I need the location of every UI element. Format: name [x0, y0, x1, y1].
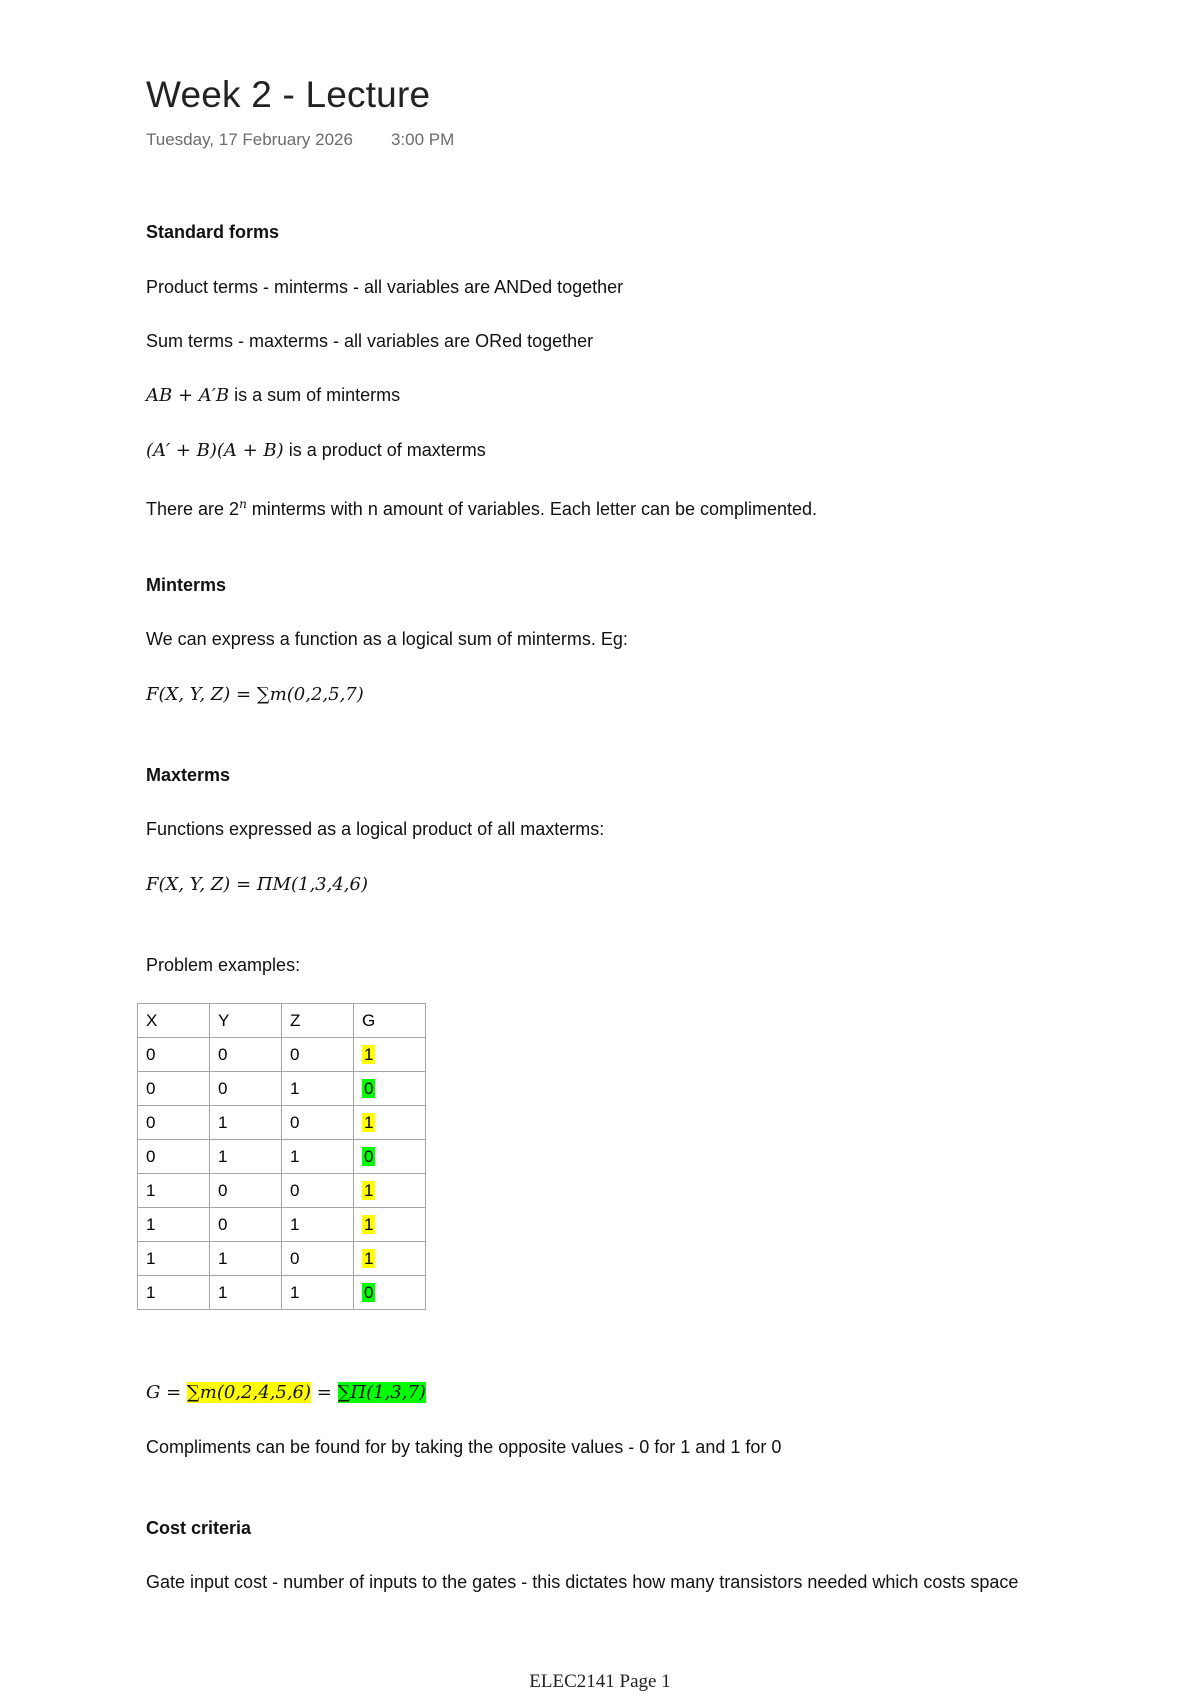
g-value: 0: [364, 1282, 374, 1302]
expr-product-of-maxterms: (A′ + B)(A + B): [146, 440, 284, 461]
page-datetime: [146, 130, 454, 150]
table-row: [138, 1140, 426, 1174]
table-cell: 0: [282, 1174, 354, 1208]
table-cell: 0: [210, 1208, 282, 1242]
table-cell: 0: [210, 1072, 282, 1106]
expr-sum-of-minterms: AB + A′B: [146, 385, 230, 406]
equation-maxterms: F(X, Y, Z) = ΠM(1,3,4,6): [146, 874, 368, 895]
g-value: 1: [364, 1044, 374, 1064]
line-product-of-maxterms: [146, 437, 486, 464]
g-sum-of-minterms: ∑m(0,2,4,5,6): [186, 1382, 312, 1403]
table-header-cell: Z: [282, 1004, 354, 1038]
table-cell: 0: [138, 1072, 210, 1106]
table-row: [138, 1106, 426, 1140]
table-cell: [354, 1106, 426, 1140]
g-value: 1: [364, 1214, 374, 1234]
text-product-of-maxterms: is a product of maxterms: [283, 440, 486, 460]
table-cell: 0: [210, 1038, 282, 1072]
g-value: 1: [364, 1112, 374, 1132]
truth-table: [137, 1003, 426, 1310]
table-cell: 0: [282, 1242, 354, 1276]
table-cell: [354, 1072, 426, 1106]
table-cell: 1: [282, 1140, 354, 1174]
table-cell: 0: [138, 1038, 210, 1072]
table-cell: [354, 1038, 426, 1072]
table-cell: 0: [282, 1106, 354, 1140]
minterm-sum: ∑m(0,2,5,7): [256, 684, 364, 705]
line-sum-of-minterms: [146, 382, 400, 409]
table-cell: [354, 1140, 426, 1174]
text-minterm-count: There are 2$^n$ minterms with n amount of variables. Each letter can be complimented.: [146, 497, 818, 519]
table-header-cell: G: [354, 1004, 426, 1038]
heading-cost-criteria: Cost criteria: [146, 1518, 252, 1538]
table-cell: [354, 1208, 426, 1242]
table-header-row: [138, 1004, 426, 1038]
table-cell: [354, 1276, 426, 1310]
g-value: 1: [364, 1248, 374, 1268]
g-product-of-maxterms: ∑Π(1,3,7): [337, 1382, 426, 1403]
text-problem-examples: Problem examples:: [146, 955, 301, 975]
text-maxterms: Functions expressed as a logical product of all maxterms:: [146, 819, 605, 839]
text-compliments: Compliments can be found for by taking the opposite values - 0 for 1 and 1 for 0: [146, 1437, 782, 1457]
text-sum-terms: Sum terms - maxterms - all variables are ORed together: [146, 331, 594, 351]
text-minterms: We can express a function as a logical sum of minterms. Eg:: [146, 629, 628, 649]
page-footer: ELEC2141 Page 1: [529, 1671, 671, 1692]
heading-minterms: Minterms: [146, 575, 227, 595]
table-row: [138, 1208, 426, 1242]
table-cell: 0: [210, 1174, 282, 1208]
table-cell: 0: [282, 1038, 354, 1072]
heading-standard-forms: Standard forms: [146, 222, 280, 242]
table-header-cell: X: [138, 1004, 210, 1038]
equation-g: G = ∑m(0,2,4,5,6) = ∑Π(1,3,7): [146, 1382, 426, 1403]
heading-maxterms: Maxterms: [146, 765, 231, 785]
table-cell: 1: [138, 1276, 210, 1310]
table-cell: 1: [138, 1208, 210, 1242]
maxterm-product: ΠM(1,3,4,6): [256, 874, 368, 895]
table-cell: 1: [282, 1276, 354, 1310]
table-cell: 1: [282, 1208, 354, 1242]
text-gate-input-cost: Gate input cost - number of inputs to the gates - this dictates how many transistors needed which costs space: [146, 1572, 1019, 1592]
table-cell: 1: [282, 1072, 354, 1106]
g-value: 1: [364, 1180, 374, 1200]
table-cell: 1: [210, 1276, 282, 1310]
table-cell: 0: [138, 1106, 210, 1140]
text-sum-of-minterms: is a sum of minterms: [229, 385, 401, 405]
table-cell: [354, 1242, 426, 1276]
superscript-n: n: [239, 497, 247, 511]
text-product-terms: Product terms - minterms - all variables are ANDed together: [146, 277, 624, 297]
table-row: [138, 1174, 426, 1208]
table-cell: 1: [210, 1242, 282, 1276]
table-row: [138, 1242, 426, 1276]
page-date: Tuesday, 17 February 2026: [146, 130, 353, 149]
table-header-cell: Y: [210, 1004, 282, 1038]
g-value: 0: [364, 1146, 374, 1166]
table-cell: 1: [138, 1174, 210, 1208]
page-title: Week 2 - Lecture: [146, 74, 431, 115]
table-row: [138, 1038, 426, 1072]
table-cell: 1: [210, 1106, 282, 1140]
table-cell: 1: [138, 1242, 210, 1276]
table-cell: 1: [210, 1140, 282, 1174]
table-row: [138, 1072, 426, 1106]
g-value: 0: [364, 1078, 374, 1098]
table-row: [138, 1276, 426, 1310]
table-cell: [354, 1174, 426, 1208]
equation-minterms: F(X, Y, Z) = ∑m(0,2,5,7): [146, 684, 364, 705]
page-time: 3:00 PM: [390, 130, 455, 149]
table-cell: 0: [138, 1140, 210, 1174]
